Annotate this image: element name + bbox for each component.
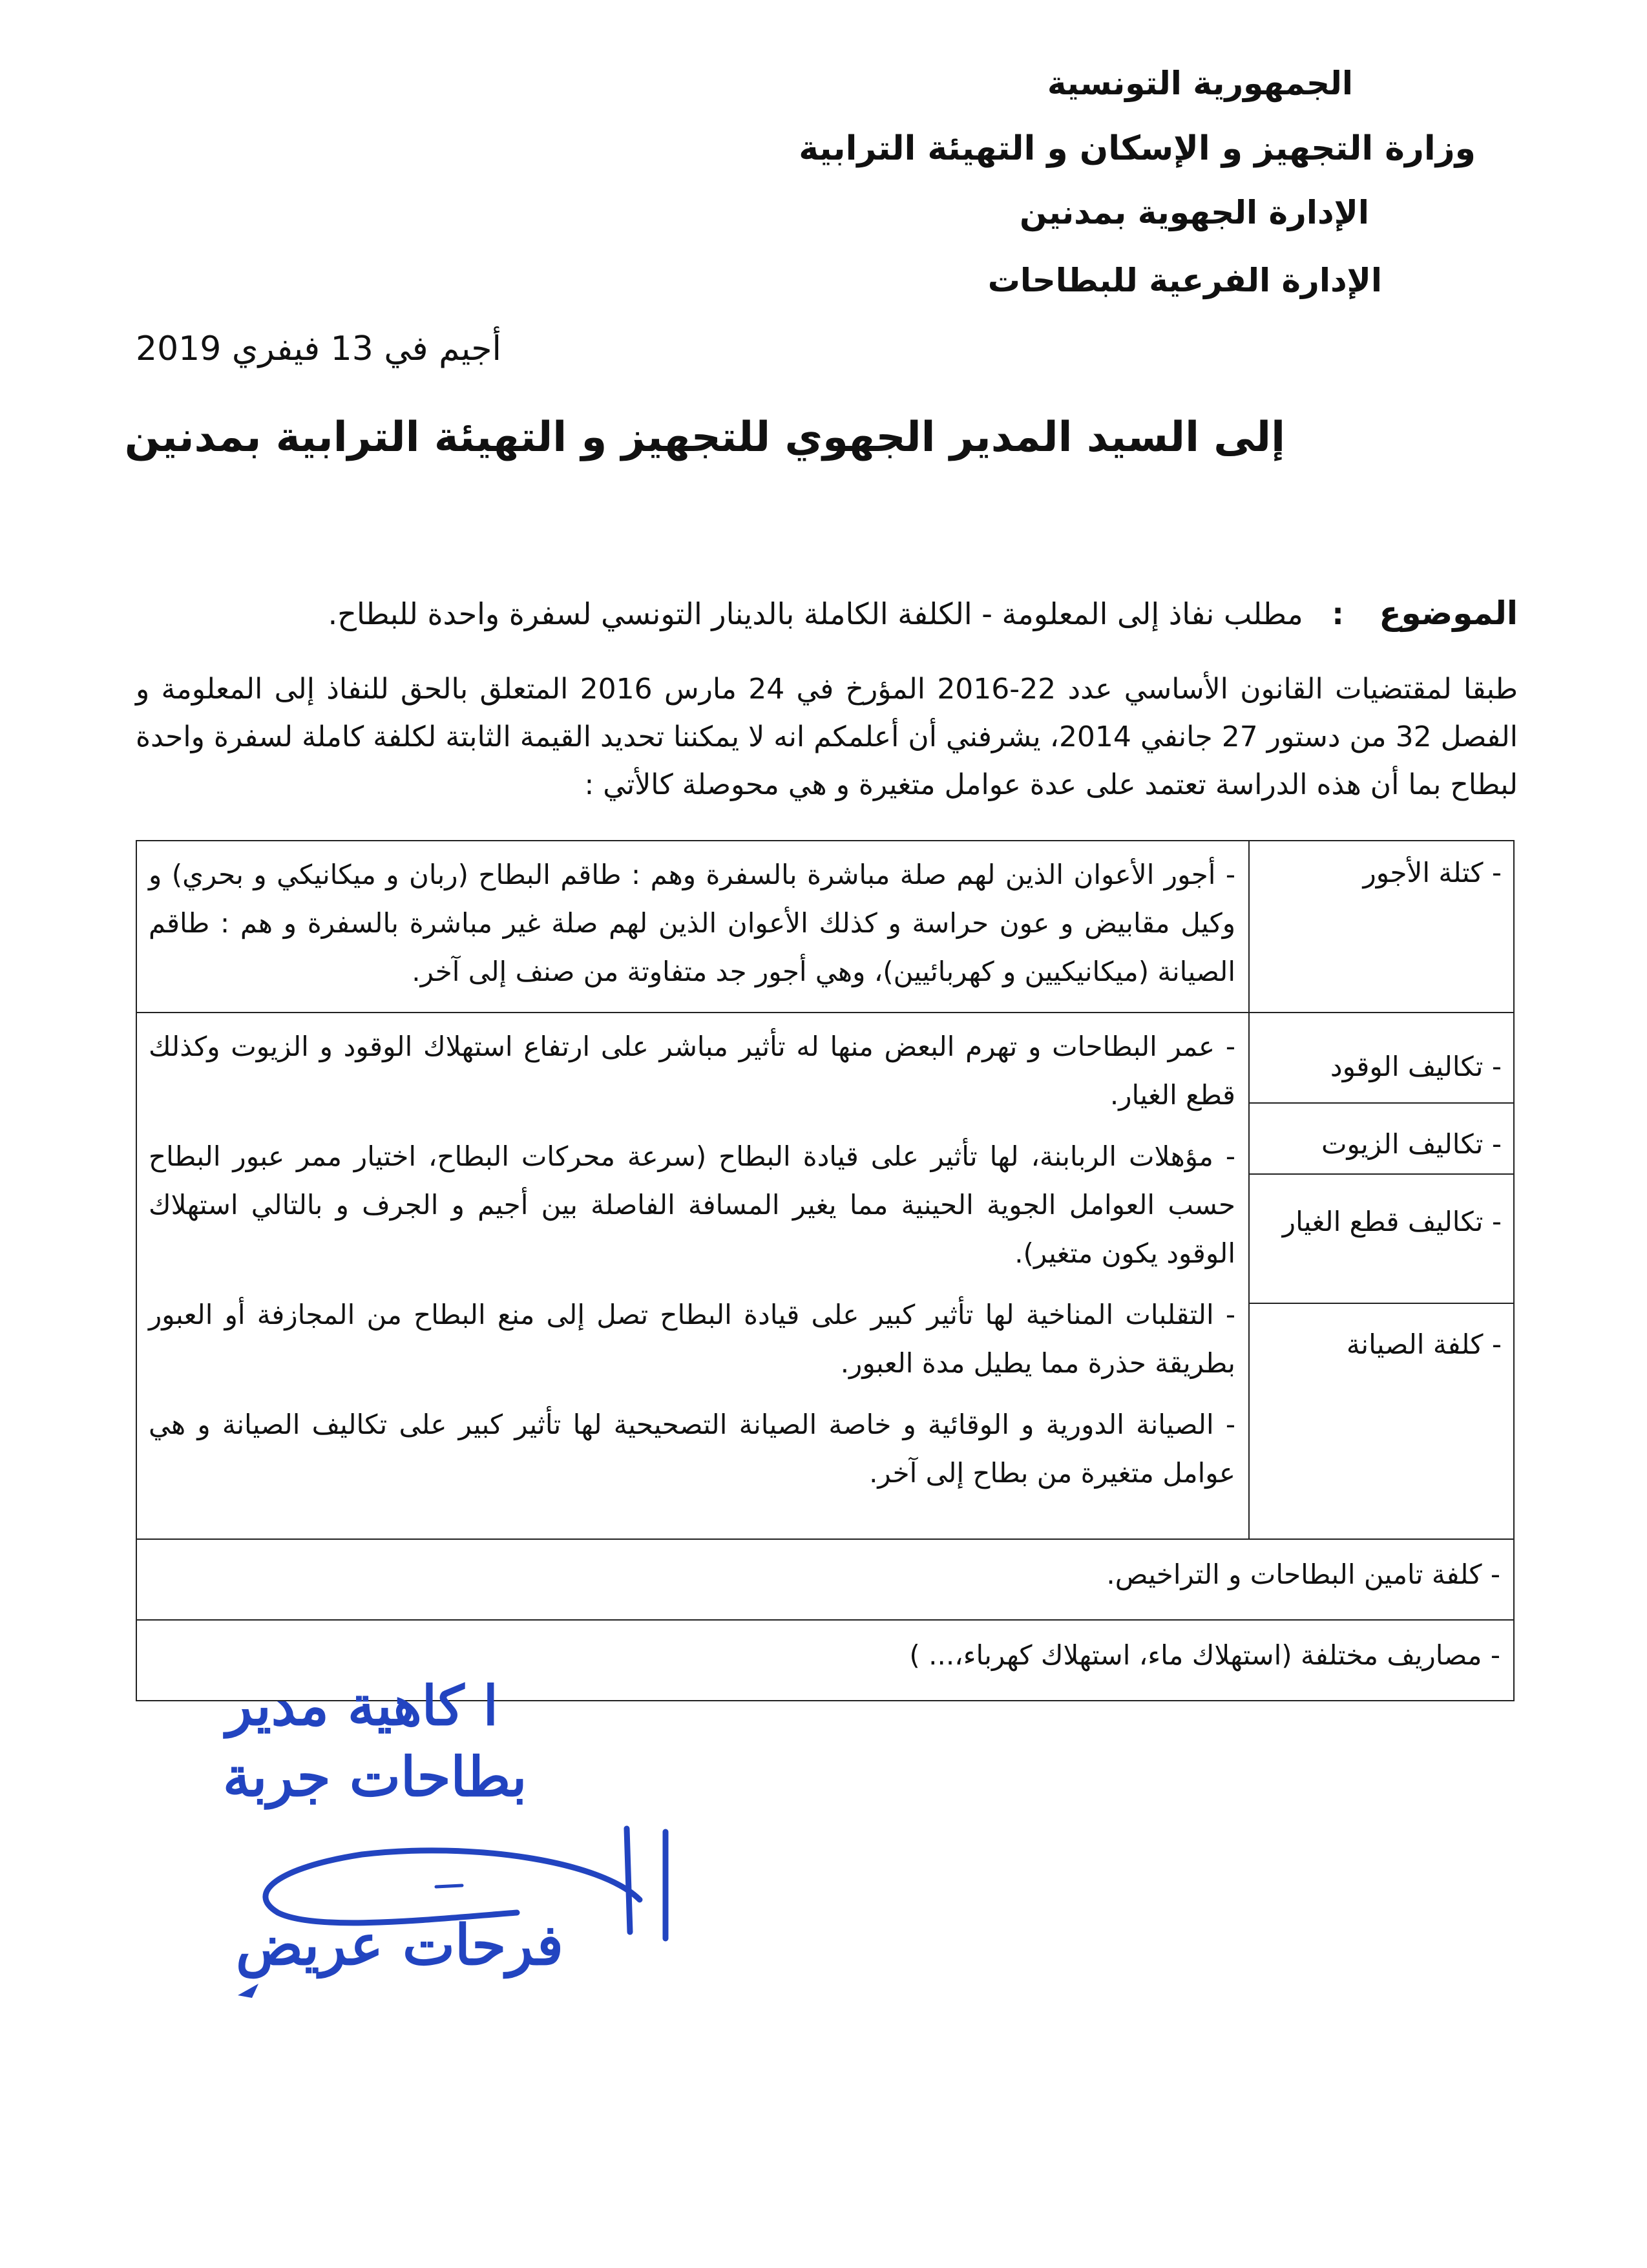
subject-row: [328, 594, 1518, 632]
subject-colon: :: [1332, 596, 1344, 631]
letterhead-ministry: وزارة التجهيز و الإسكان و التهيئة الترابية: [799, 129, 1476, 168]
date-line: أجيم في 13 فيفري 2019: [136, 330, 501, 368]
table-row: [136, 1013, 1514, 1103]
factor-item: - عمر البطاحات و تهرم البعض منها له تأثير مباشر على ارتفاع استهلاك الوقود و الزيوت وكذلك قطع الغيار.: [149, 1031, 1235, 1111]
signature-title-line1: ا كاهية مدير: [226, 1674, 498, 1738]
description-wages: - أجور الأعوان الذين لهم صلة مباشرة بالسفرة وهم : طاقم البطاح (ربان و ميكانيكي و بحري) و وكيل مقابيض و عون حراسة و كذلك الأعوان الذين لهم صلة غير مباشرة بالسفرة و هم : طاقم الصيانة (ميكانيكيين و كهربائيين)، وهي أجور جد متفاوتة من صنف إلى آخر.: [136, 841, 1249, 1013]
signatory-name: فرحات عريض: [236, 1913, 563, 1978]
addressee-heading: إلى السيد المدير الجهوي للتجهيز و التهيئة الترابية بمدنين: [124, 414, 1285, 461]
category-oils: - تكاليف الزيوت: [1249, 1103, 1514, 1174]
intro-text: طبقا لمقتضيات القانون الأساسي عدد 22-2016 المؤرخ في 24 مارس 2016 المتعلق بالحق للنفاذ إلى المعلومة و الفصل 32 من دستور 27 جانفي 2014، يشرفني أن أعلمكم انه لا يمكننا تحديد القيمة الثابتة لكلفة كاملة لسفرة واحدة لبطاح بما أن هذه الدراسة تعتمد على عدة عوامل متغيرة و هي محوصلة كالأتي :: [136, 673, 1518, 801]
category-fuel: - تكاليف الوقود: [1249, 1013, 1514, 1103]
factor-item: - مؤهلات الربابنة، لها تأثير على قيادة البطاح (سرعة محركات البطاح، اختيار ممر عبور البطاح حسب العوامل الجوية الحينية مما يغير المسافة الفاصلة بين أجيم و الجرف و بالتالي استهلاك الوقود يكون متغير).: [149, 1140, 1235, 1269]
intro-paragraph: [136, 666, 1518, 809]
table-row: [136, 1539, 1514, 1620]
description-factors: [136, 1013, 1249, 1539]
letterhead-republic: الجمهورية التونسية: [1047, 65, 1353, 102]
factor-item: - الصيانة الدورية و الوقائية و خاصة الصيانة التصحيحية لها تأثير كبير على تكاليف الصيانة و هي عوامل متغيرة من بطاح إلى آخر.: [149, 1409, 1235, 1489]
signature-flourish: [233, 1977, 271, 2003]
letterhead-regional-directorate: الإدارة الجهوية بمدنين: [1019, 194, 1369, 231]
insurance-row: - كلفة تامين البطاحات و التراخيص.: [136, 1539, 1514, 1620]
category-maintenance: - كلفة الصيانة: [1249, 1303, 1514, 1539]
letterhead-sub-directorate: الإدارة الفرعية للبطاحات: [987, 262, 1382, 299]
table-row: [136, 841, 1514, 1013]
subject-text: مطلب نفاذ إلى المعلومة - الكلفة الكاملة بالدينار التونسي لسفرة واحدة للبطاح.: [328, 596, 1303, 631]
cost-factors-table: [136, 840, 1515, 1701]
factor-item: - التقلبات المناخية لها تأثير كبير على قيادة البطاح تصل إلى منع البطاح من المجازفة أو العبور بطريقة حذرة مما يطيل مدة العبور.: [149, 1299, 1235, 1379]
signature-title-line2: بطاحات جربة: [223, 1745, 527, 1809]
category-wages: - كتلة الأجور: [1249, 841, 1514, 1013]
misc-expenses-row: - مصاريف مختلفة (استهلاك ماء، استهلاك كهرباء،... ): [136, 1620, 1514, 1701]
category-spare-parts: - تكاليف قطع الغيار: [1249, 1174, 1514, 1303]
subject-label: الموضوع: [1379, 594, 1518, 632]
